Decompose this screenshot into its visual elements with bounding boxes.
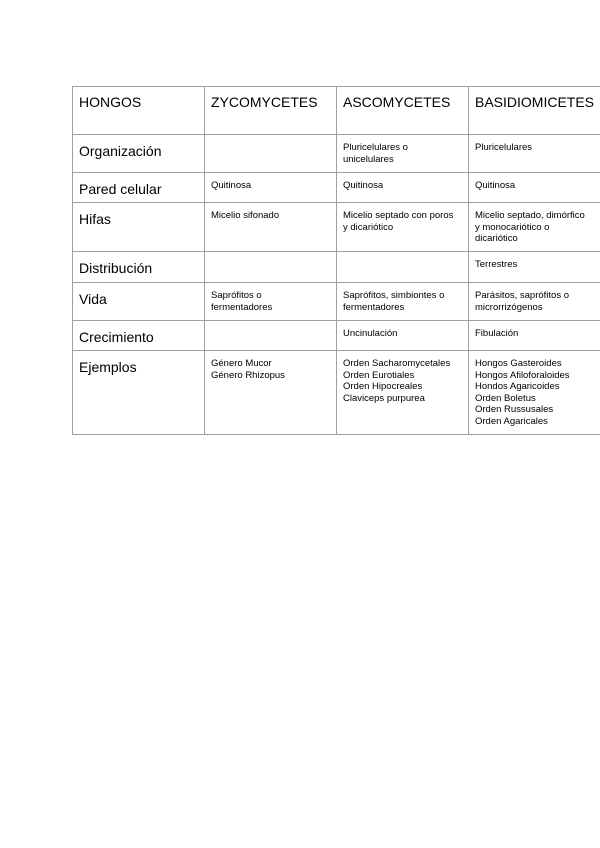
row-label-cell — [73, 173, 205, 203]
fungi-comparison-table — [72, 86, 600, 435]
table-cell — [205, 321, 337, 351]
table-cell — [469, 203, 600, 252]
cell-text: Hongos Gasteroides Hongos Afiloforaloides Hondos Agaricoides Orden Boletus Orden Russusales Orden Agaricales — [475, 358, 570, 427]
table-cell — [337, 203, 469, 252]
table-cell — [469, 252, 600, 283]
row-label: Vida — [79, 291, 107, 307]
table-cell — [205, 203, 337, 252]
row-label-cell — [73, 135, 205, 173]
cell-text: Saprófitos o fermentadores — [211, 290, 273, 313]
header-cell-zycomycetes — [205, 87, 337, 135]
table-cell — [469, 283, 600, 321]
row-label-cell — [73, 252, 205, 283]
table-cell — [469, 135, 600, 173]
table-row — [73, 252, 600, 283]
table-cell — [337, 252, 469, 283]
table-cell — [337, 283, 469, 321]
cell-text: Fibulación — [475, 328, 519, 339]
cell-text: Orden Sacharomycetales Orden Eurotiales Orden Hipocreales Claviceps purpurea — [343, 358, 451, 404]
table-cell — [469, 351, 600, 435]
row-label-cell — [73, 203, 205, 252]
cell-text: Terrestres — [475, 259, 518, 270]
table-cell — [205, 283, 337, 321]
table-cell — [337, 351, 469, 435]
cell-text: Género Mucor Género Rhizopus — [211, 358, 285, 381]
header-text: BASIDIOMICETES — [475, 94, 595, 110]
table-cell — [337, 321, 469, 351]
cell-text: Parásitos, saprófitos o microrrizógenos — [475, 290, 569, 313]
row-label: Organización — [79, 143, 162, 159]
table-cell — [469, 321, 600, 351]
cell-text: Saprófitos, simbiontes o fermentadores — [343, 290, 445, 313]
cell-text: Micelio septado, dimórfico y monocariótico o dicariótico — [475, 210, 585, 244]
table-cell — [205, 135, 337, 173]
cell-text: Quitinosa — [211, 180, 252, 191]
row-label: Ejemplos — [79, 359, 137, 375]
table-cell — [469, 173, 600, 203]
table-cell — [337, 173, 469, 203]
header-cell-hongos — [73, 87, 205, 135]
header-text: ASCOMYCETES — [343, 94, 451, 110]
table-row — [73, 283, 600, 321]
cell-text: Uncinulación — [343, 328, 398, 339]
table-cell — [205, 252, 337, 283]
row-label-cell — [73, 351, 205, 435]
cell-text: Micelio septado con poros y dicariótico — [343, 210, 454, 233]
table-row — [73, 351, 600, 435]
cell-text: Pluricelulares o unicelulares — [343, 142, 408, 165]
row-label: Pared celular — [79, 181, 162, 197]
row-label-cell — [73, 283, 205, 321]
table-row — [73, 173, 600, 203]
cell-text: Pluricelulares — [475, 142, 533, 153]
table-row — [73, 135, 600, 173]
row-label: Distribución — [79, 260, 153, 276]
cell-text: Quitinosa — [343, 180, 384, 191]
row-label: Crecimiento — [79, 329, 154, 345]
cell-text — [205, 321, 336, 328]
header-text: ZYCOMYCETES — [211, 94, 318, 110]
table-header-row — [73, 87, 600, 135]
row-label-cell — [73, 321, 205, 351]
table-row — [73, 203, 600, 252]
cell-text — [205, 252, 336, 259]
header-cell-ascomycetes — [337, 87, 469, 135]
row-label: Hifas — [79, 211, 111, 227]
table-row — [73, 321, 600, 351]
cell-text — [337, 252, 468, 259]
header-cell-basidiomicetes — [469, 87, 600, 135]
cell-text: Quitinosa — [475, 180, 516, 191]
table-cell — [205, 173, 337, 203]
cell-text — [205, 135, 336, 142]
table-cell — [337, 135, 469, 173]
table-cell — [205, 351, 337, 435]
cell-text: Micelio sifonado — [211, 210, 280, 221]
header-text: HONGOS — [79, 94, 142, 110]
